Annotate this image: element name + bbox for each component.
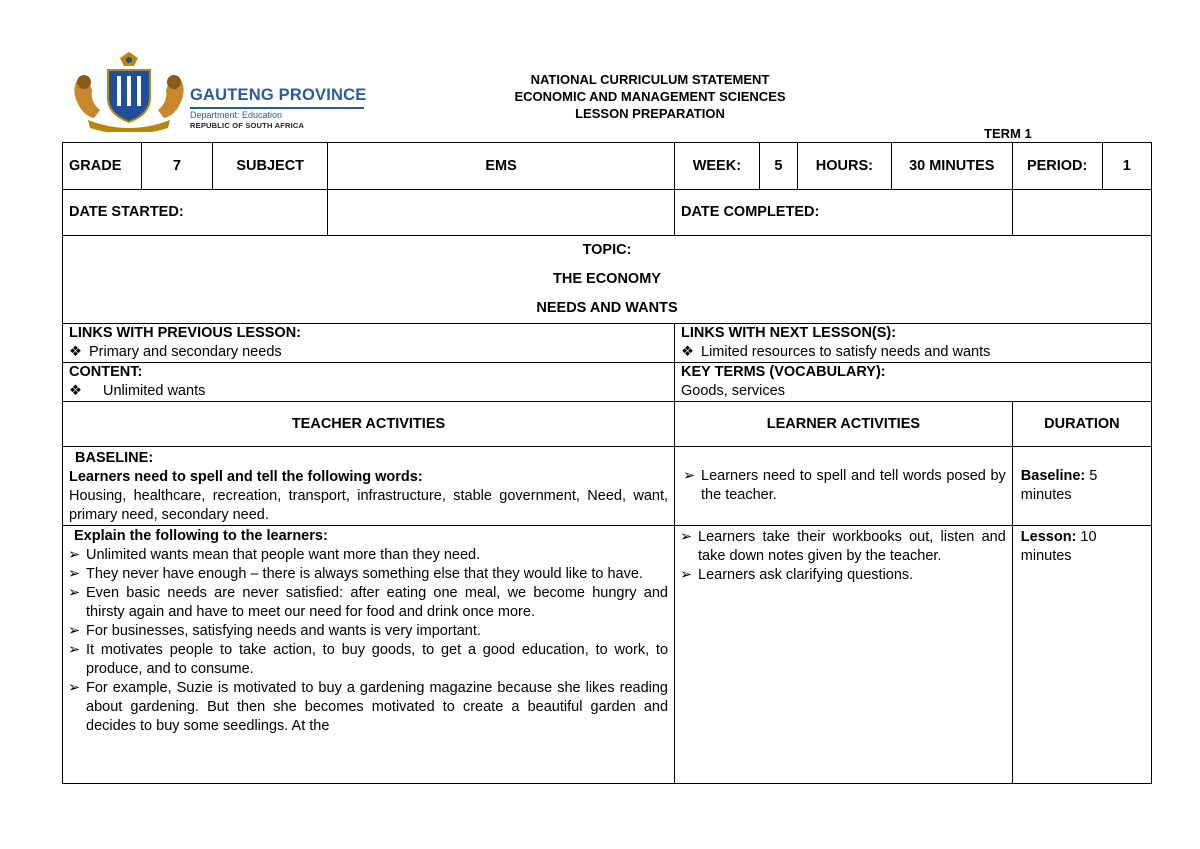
period-value: 1 [1102,143,1151,190]
baseline-learner-text: Learners need to spell and tell words posed by the teacher. [701,468,1006,503]
key-terms-cell [675,363,1152,402]
lesson-point [68,622,668,641]
lesson-row [63,526,1152,784]
date-completed-value[interactable] [1012,190,1151,236]
date-completed-label: DATE COMPLETED: [675,190,1013,236]
links-previous-cell [63,324,675,363]
lesson-point [68,679,668,736]
lesson-point-text: For example, Suzie is motivated to buy a gardening magazine because she likes reading about gardening. But then she becomes motivated to create a beautiful garden and decides to buy some seedlings. At the [86,680,669,734]
subject-label: SUBJECT [213,143,328,190]
arrow-bullet-icon: ➢ [68,623,81,639]
key-terms-text: Goods, services [681,383,785,399]
links-next-item [681,343,1145,362]
lesson-learner-item [680,566,1006,585]
lesson-point [68,565,668,584]
lesson-point [68,584,668,622]
baseline-words: Housing, healthcare, recreation, transport, infrastructure, stable government, Need, want, primary need, secondary need. [69,488,669,523]
arrow-bullet-icon: ➢ [680,567,693,583]
document-header [440,71,860,122]
links-next-cell [675,324,1152,363]
baseline-learner-item [683,467,1006,505]
gauteng-logo [70,52,370,132]
arrow-bullet-icon: ➢ [683,468,696,484]
links-next-label: LINKS WITH NEXT LESSON(S): [681,325,897,341]
topic-cell [63,236,1152,324]
hours-value: 30 MINUTES [891,143,1012,190]
lesson-point-text: Even basic needs are never satisfied: after eating one meal, we become hungry and thirsty again and have to meet our need for food and drink once more. [86,585,669,620]
lesson-learner-text: Learners take their workbooks out, listen and take down notes given by the teacher. [698,529,1006,564]
baseline-instruction: Learners need to spell and tell the following words: [69,469,423,485]
lesson-teacher-cell [63,526,675,784]
content-item [69,382,668,401]
coat-of-arms-icon [70,52,188,132]
arrow-bullet-icon: ➢ [680,529,693,545]
grade-label: GRADE [63,143,142,190]
content-label: CONTENT: [69,364,143,380]
lesson-point-text: For businesses, satisfying needs and wants is very important. [86,623,481,639]
dates-row [63,190,1152,236]
lesson-plan-table [62,142,1152,784]
baseline-duration-label: Baseline: [1020,468,1086,484]
baseline-duration-value: 5 minutes [1020,468,1098,503]
country-name: REPUBLIC OF SOUTH AFRICA [190,121,305,130]
content-cell [63,363,675,402]
learner-activities-header: LEARNER ACTIVITIES [675,402,1013,447]
subject-value: EMS [328,143,675,190]
header-line-2: ECONOMIC AND MANAGEMENT SCIENCES [514,89,786,104]
header-line-1: NATIONAL CURRICULUM STATEMENT [530,72,770,87]
teacher-activities-header: TEACHER ACTIVITIES [63,402,675,447]
arrow-bullet-icon: ➢ [68,680,81,696]
arrow-bullet-icon: ➢ [68,585,81,601]
content-row [63,363,1152,402]
links-row [63,324,1152,363]
lesson-learner-text: Learners ask clarifying questions. [698,567,914,583]
lesson-learner-cell [675,526,1013,784]
term-label: TERM 1 [984,126,1032,141]
grade-value: 7 [141,143,213,190]
lesson-point [68,641,668,679]
activities-header-row [63,402,1152,447]
lesson-duration-value: 10 minutes [1020,529,1097,564]
diamond-bullet-icon: ❖ [681,344,695,360]
period-label: PERIOD: [1012,143,1102,190]
date-started-value[interactable] [328,190,675,236]
week-value: 5 [759,143,797,190]
baseline-title: BASELINE: [75,450,154,466]
arrow-bullet-icon: ➢ [68,566,81,582]
baseline-row [63,447,1152,526]
diamond-bullet-icon: ❖ [69,383,82,399]
brand-name: GAUTENG PROVINCE [190,86,367,104]
lesson-duration-label: Lesson: [1020,529,1077,545]
topic-line-1: THE ECONOMY [553,271,661,287]
content-text: Unlimited wants [103,383,206,399]
topic-label: TOPIC: [582,242,632,258]
arrow-bullet-icon: ➢ [68,642,81,658]
lesson-duration-cell [1012,526,1151,784]
links-next-text: Limited resources to satisfy needs and wants [701,344,991,360]
info-row [63,143,1152,190]
duration-header: DURATION [1012,402,1151,447]
week-label: WEEK: [675,143,760,190]
baseline-duration-cell [1012,447,1151,526]
topic-row [63,236,1152,324]
diamond-bullet-icon: ❖ [69,344,82,360]
key-terms-label: KEY TERMS (VOCABULARY): [681,364,886,380]
baseline-teacher-cell [63,447,675,526]
topic-line-2: NEEDS AND WANTS [536,300,678,316]
hours-label: HOURS: [798,143,892,190]
date-started-label: DATE STARTED: [63,190,328,236]
links-previous-text: Primary and secondary needs [89,344,282,360]
lesson-point-text: It motivates people to take action, to buy goods, to get a good education, to work, to produce, and to consume. [86,642,669,677]
lesson-point [68,546,668,565]
lesson-learner-item [680,528,1006,566]
brand-underline [190,107,364,109]
header-line-3: LESSON PREPARATION [575,106,725,121]
baseline-learner-cell [675,447,1013,526]
links-previous-item [69,343,668,362]
department-name: Department: Education [190,110,283,120]
lesson-point-text: They never have enough – there is always something else that they would like to have. [86,566,643,582]
links-previous-label: LINKS WITH PREVIOUS LESSON: [69,325,302,341]
lesson-title: Explain the following to the learners: [74,528,328,544]
lesson-point-text: Unlimited wants mean that people want more than they need. [86,547,481,563]
arrow-bullet-icon: ➢ [68,547,81,563]
